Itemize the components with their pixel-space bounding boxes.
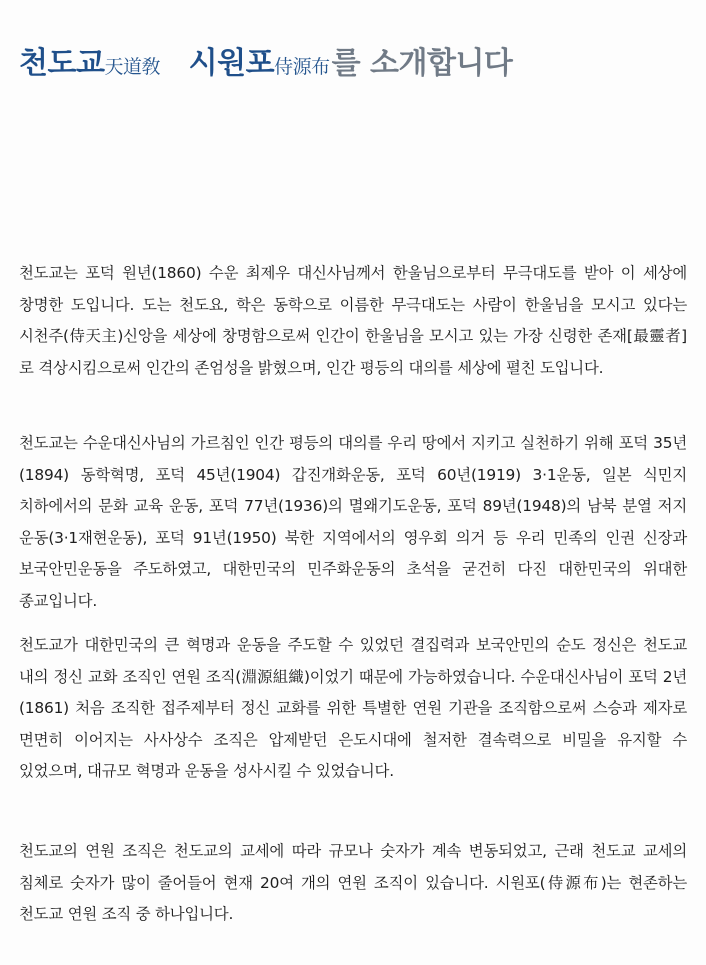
title-suffix: 를 소개합니다 <box>331 46 513 81</box>
title-cheondogyo: 천도교 <box>19 46 105 81</box>
title-siwonpo: 시원포 <box>188 46 275 81</box>
title-cheondogyo-hanja: 天道敎 <box>104 56 160 78</box>
paragraph-4: 천도교의 연원 조직은 천도교의 교세에 따라 규모나 숫자가 계속 변동되었고, 근래 천도교 교세의 침체로 숫자가 많이 줄어들어 현재 20여 개의 연원 조직이 있습니다. 시원포(侍源布)는 현존하는 천도교 연원 조직 중 하나입니다. <box>19 842 687 923</box>
paragraph-2: 천도교는 수운대신사님의 가르침인 인간 평등의 대의를 우리 땅에서 지키고 실천하기 위해 포덕 35년(1894) 동학혁명, 포덕 45년(1904) 갑진개화운동, 포덕 60년(1919) 3·1운동, 일본 식민지 치하에서의 문화 교육 운동, 포덕 77년(1936)의 멸왜기도운동, 포덕 89년(1948)의 남북 분열 저지 운동(3·1재현운동), 포덕 91년(1950) 북한 지역에서의 영우회 의거 등 우리 민족의 인권 신장과 보국안민운동을 주도하였고, 대한민국의 민주화운동의 초석을 굳건히 다진 대한민국의 위대한 종교입니다. <box>19 434 687 610</box>
page-title <box>19 38 512 82</box>
paragraph-3: 천도교가 대한민국의 큰 혁명과 운동을 주도할 수 있었던 결집력과 보국안민의 순도 정신은 천도교 내의 정신 교화 조직인 연원 조직(淵源組織)이었기 때문에 가능하였습니다. 수운대신사님이 포덕 2년(1861) 처음 조직한 접주제부터 정신 교화를 위한 특별한 연원 기관을 조직함으로써 스승과 제자로 면면히 이어지는 사사상수 조직은 압제받던 은도시대에 철저한 결속력으로 비밀을 유지할 수 있었으며, 대규모 혁명과 운동을 성사시킬 수 있었습니다. <box>19 636 687 780</box>
title-siwonpo-hanja: 侍源布 <box>274 56 330 78</box>
paragraph-1: 천도교는 포덕 원년(1860) 수운 최제우 대신사님께서 한울님으로부터 무극대도를 받아 이 세상에 창명한 도입니다. 도는 천도요, 학은 동학으로 이름한 무극대도는 사람이 한울님을 모시고 있다는 시천주(侍天主)신앙을 세상에 창명함으로써 인간이 한울님을 모시고 있는 가장 신령한 존재[最靈者]로 격상시킴으로써 인간의 존엄성을 밝혔으며, 인간 평등의 대의를 세상에 펼친 도입니다. <box>19 264 687 377</box>
